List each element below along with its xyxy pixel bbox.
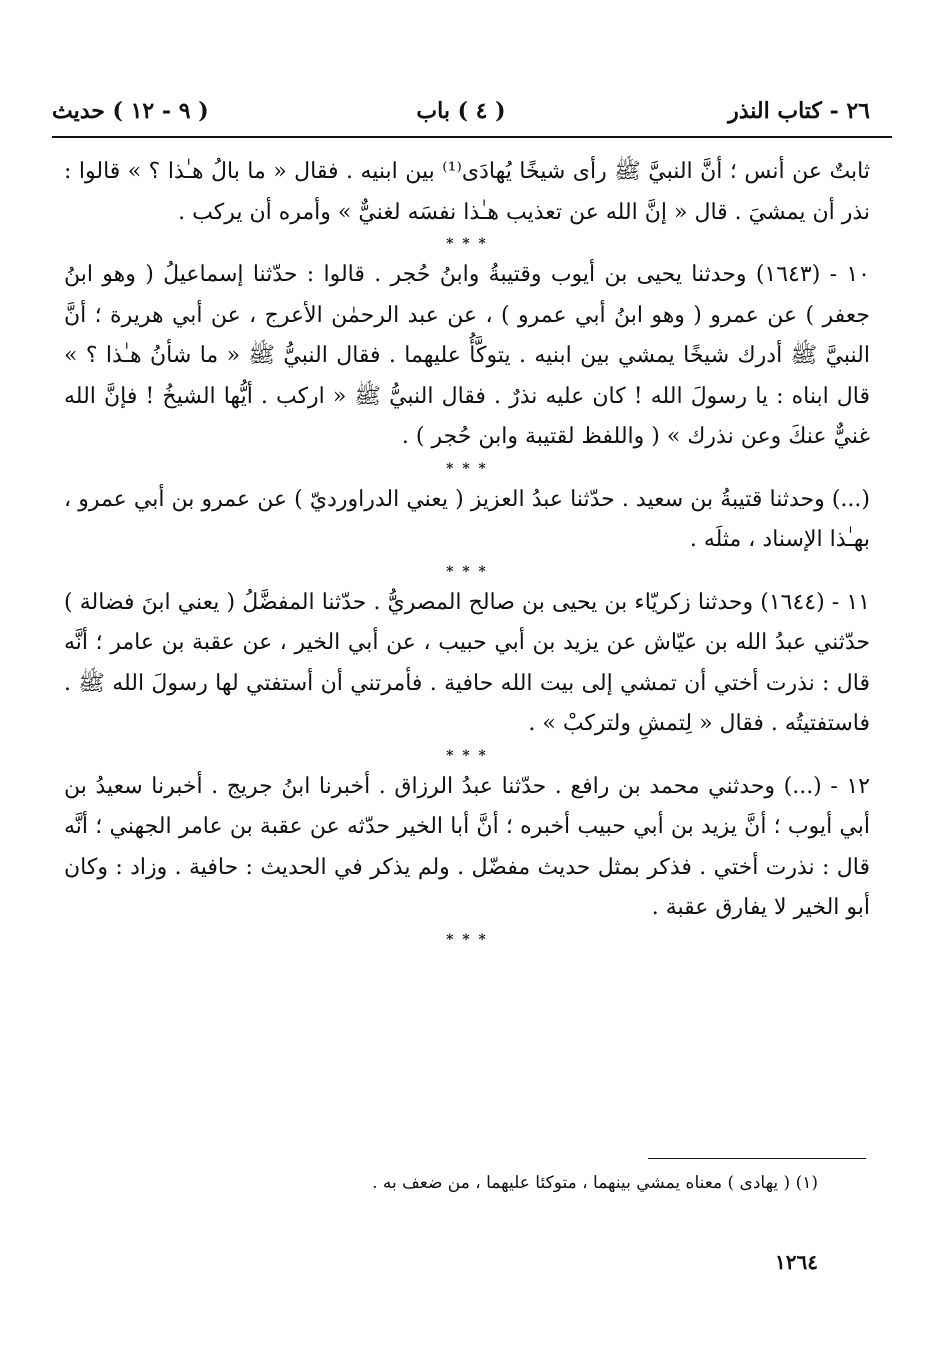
hadith-11: ١١ - (١٦٤٤) وحدثنا زكريّاء بن يحيى بن صالح المصريُّ . حدّثنا المفضَّلُ ( يعني ابنَ فضالة ) حدّثني عبدُ الله بن عيّاش عن يزيد بن أبي حبيب ، عن أبي الخير ، عن عقبة بن عامر ؛ أنَّه قال : نذرت أختي أن تمشي إلى بيت الله حافية . فأمرتني أن أستفتي لها رسولَ الله ﷺ . فاستفتيتُه . فقال « لِتمشِ ولتركبْ » . <box>64 589 870 736</box>
hadith-range: ( ٩ - ١٢ ) حديث <box>52 98 209 124</box>
section-separator: * * * <box>446 236 488 252</box>
chapter-label: ( ٤ ) باب <box>416 98 506 124</box>
header-divider <box>52 136 892 138</box>
section-separator: * * * <box>446 563 488 580</box>
book-title: ٢٦ - كتاب النذر <box>728 98 870 124</box>
hadith-10: ١٠ - (١٦٤٣) وحدثنا يحيى بن أيوب وقتيبةُ وابنُ حُجر . قالوا : حدّثنا إسماعيلُ ( وهو ابنُ جعفر ) عن عمرو ( وهو ابنُ أبي عمرو ) ، عن عبد الرحمٰن الأعرج ، عن أبي هريرة ؛ أنَّ النبيَّ ﷺ أدرك شيخًا يمشي بين ابنيه . يتوكَّأُ عليهما . فقال النبيُّ ﷺ « ما شأنُ هـٰذا ؟ » قال ابناه : يا رسولَ الله ! كان عليه نذرٌ . فقال النبيُّ ﷺ « اركب . أيُّها الشيخُ ! فإنَّ الله غنيٌّ عنكَ وعن نذرك » ( واللفظ لقتيبة وابن حُجر ) . <box>64 262 870 449</box>
hadith-10-chain: (...) وحدثنا قتيبةُ بن سعيد . حدّثنا عبدُ العزيز ( يعني الدراورديّ ) عن عمرو بن أبي عمرو ، بهـٰذا الإسناد ، مثلَه . <box>64 486 870 552</box>
hadith-12: ١٢ - (...) وحدثني محمد بن رافع . حدّثنا عبدُ الرزاق . أخبرنا ابنُ جريج . أخبرنا سعيدُ بن أبي أيوب ؛ أنَّ يزيد بن أبي حبيب أخبره ؛ أنَّ أبا الخير حدّثه عن عقبة بن عامر الجهني ؛ أنَّه قال : نذرت أختي . فذكر بمثل حديث مفضّل . ولم يذكر في الحديث : حافية . وزاد : وكان أبو الخير لا يفارق عقبة . <box>64 773 871 920</box>
running-header <box>52 98 870 134</box>
paragraph-continuation: ثابتٌ عن أنس ؛ أنَّ النبيَّ ﷺ رأى شيخًا يُهادَى⁽¹⁾ بين ابنيه . فقال « ما بالُ هـٰذا ؟ » قالوا : نذر أن يمشيَ . قال « إنَّ الله عن تعذيب هـٰذا نفسَه لغنيٌّ » وأمره أن يركب . <box>64 159 870 225</box>
section-separator: * * * <box>446 931 488 948</box>
page-number: ١٢٦٤ <box>775 1250 818 1274</box>
section-separator: * * * <box>446 747 488 764</box>
footnote: (١) ( يهادى ) معناه يمشي بينهما ، متوكئا عليهما ، من ضعف به . <box>372 1173 818 1193</box>
footnote-divider <box>648 1158 866 1159</box>
main-text <box>64 152 870 951</box>
section-separator: * * * <box>446 460 488 477</box>
